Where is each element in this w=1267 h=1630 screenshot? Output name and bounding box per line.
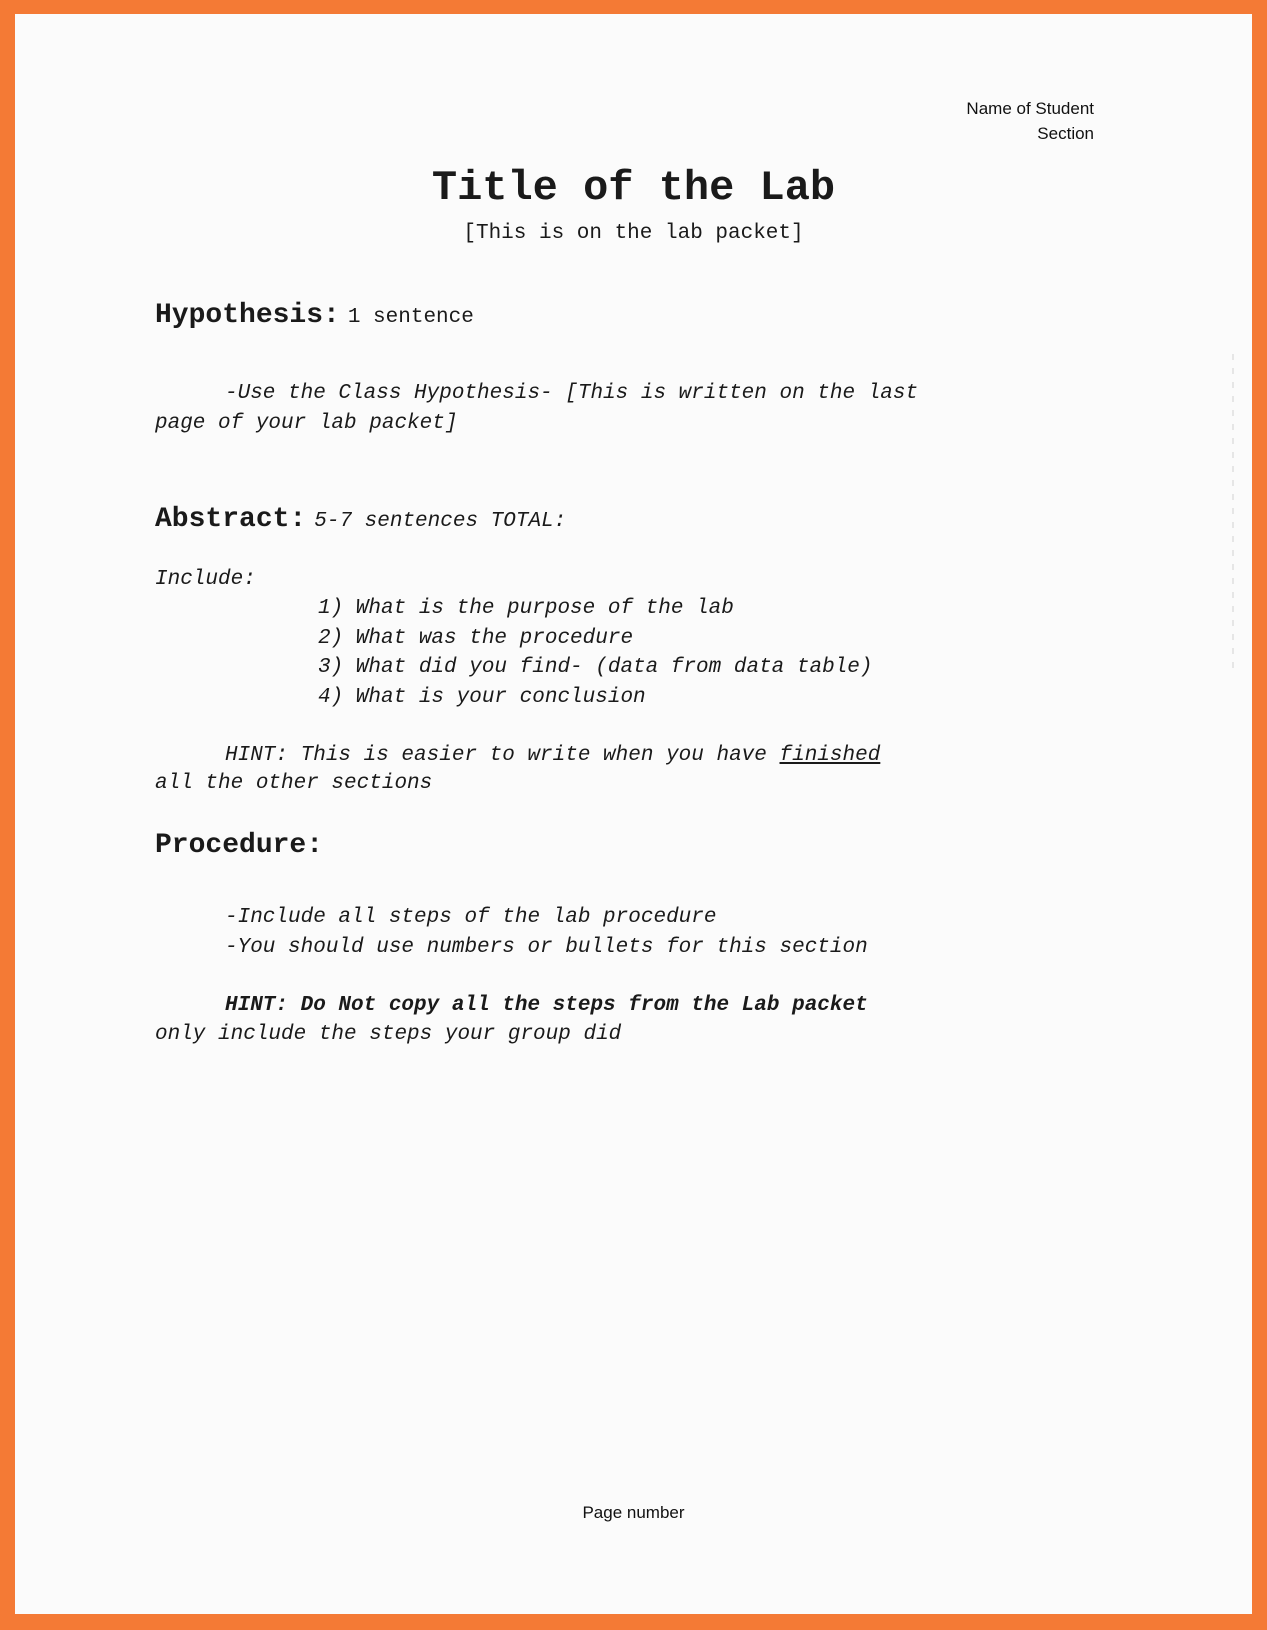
page-subtitle: [This is on the lab packet]: [463, 222, 804, 245]
abstract-item-3: 3) What did you find- (data from data table): [318, 656, 873, 679]
abstract-item-1: 1) What is the purpose of the lab: [318, 597, 734, 620]
document-page: [15, 14, 1252, 1614]
abstract-note: 5-7 sentences TOTAL:: [314, 510, 567, 533]
hypothesis-heading: [155, 300, 474, 331]
hypothesis-line-2: page of your lab packet]: [155, 412, 458, 435]
procedure-line-2: -You should use numbers or bullets for this section: [225, 936, 868, 959]
abstract-include-label: Include:: [155, 568, 256, 591]
hypothesis-line-1: -Use the Class Hypothesis- [This is written on the last: [225, 382, 919, 405]
abstract-heading: [155, 504, 566, 535]
scan-edge-marks: [1232, 354, 1234, 674]
abstract-item-2: 2) What was the procedure: [318, 627, 634, 650]
abstract-hint-prefix: HINT: This is easier to write when you have: [225, 744, 780, 767]
page-number-footer: Page number: [582, 1503, 685, 1522]
student-name-label: Name of Student: [966, 99, 1094, 118]
abstract-hint-emphasis: finished: [779, 744, 881, 767]
abstract-item-4: 4) What is your conclusion: [318, 686, 646, 709]
procedure-heading: [155, 830, 323, 861]
abstract-hint-line-1: [225, 744, 880, 767]
page-title: Title of the Lab: [431, 164, 836, 212]
procedure-heading-text: Procedure:: [155, 830, 324, 861]
hypothesis-heading-text: Hypothesis:: [155, 300, 340, 331]
procedure-hint-line-2: only include the steps your group did: [155, 1023, 622, 1046]
section-label: Section: [1037, 124, 1094, 143]
student-header: [966, 96, 1094, 146]
abstract-heading-text: Abstract:: [155, 504, 307, 535]
procedure-hint-line-1: HINT: Do Not copy all the steps from the Lab packet: [225, 994, 868, 1017]
abstract-hint-line-2: all the other sections: [155, 772, 433, 795]
procedure-line-1: -Include all steps of the lab procedure: [225, 906, 717, 929]
hypothesis-note: 1 sentence: [347, 306, 474, 329]
